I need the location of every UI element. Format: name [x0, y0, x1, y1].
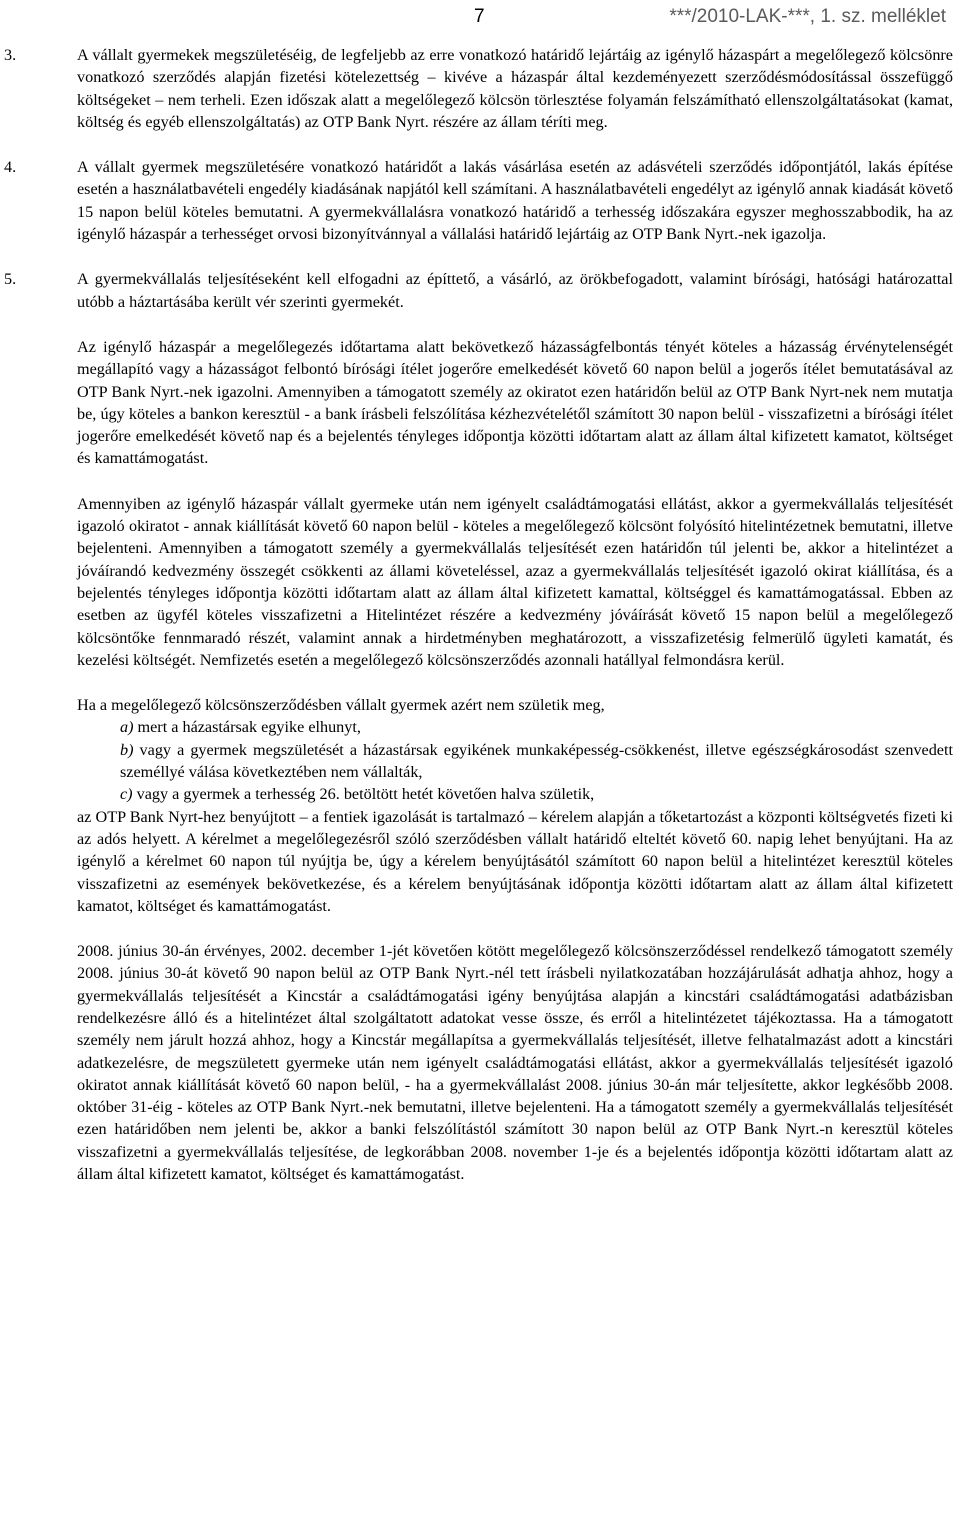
list-item-text: mert a házastársak egyike elhunyt,	[137, 718, 361, 737]
paragraph-text: Az igénylő házaspár a megelőlegezés időtartama alatt bekövetkező házasságfelbontás tényét köteles a házasság érvénytelenségét megállapító vagy a házasságot felbontó bírósági ítélet jogerőre emelkedését követő 60 napon belül a jogerős ítélet bemutatásával az OTP Bank Nyrt.-nek igazolni. Amennyiben a támogatott személy az okiratot ezen határidőn belül az OTP Bank Nyrt-nek nem mutatja be, úgy köteles a bankon keresztül - a bank írásbeli felszólítása kézhezvételétől számított 30 napon belül - visszafizetni a bírósági ítélet jogerőre emelkedését követő nap és a bejelentés tényleges időpontja közötti időtartam alatt az állam által kifizetett kamatot, költséget és kamattámogatást.	[77, 337, 953, 468]
list-marker: c)	[120, 785, 133, 804]
condition-list	[120, 716, 953, 805]
paragraph-divorce	[77, 336, 953, 470]
section-4	[4, 156, 953, 245]
paragraph-family-support	[77, 493, 953, 671]
page-header	[0, 6, 960, 30]
list-item	[120, 783, 953, 805]
document-body	[0, 44, 960, 1185]
paragraph-not-born-rest	[77, 806, 953, 917]
paragraph-text: 2008. június 30-án érvényes, 2002. december 1-jét követően kötött megelőlegező kölcsönszerződéssel rendelkező támogatott személy 2008. június 30-át követő 90 napon belül az OTP Bank Nyrt.-nél tett írásbeli nyilatkozatában hozzájárulását adhatja ahhoz, hogy a gyermekvállalás teljesítését a Kincstár a családtámogatási igény benyújtása alapján a kincstári családtámogatási adatbázisban rendelkezésre álló és a hitelintézet által szolgáltatott adatokat vesse össze, és erről a hitelintézetet tájékoztassa. Ha a támogatott személy nem járult hozzá ahhoz, hogy a Kincstár megállapítsa a gyermekvállalás teljesítését, illetve felhatalmazást adott a kincstári adatkezelésre, de megszületett gyermeke után nem igényelt családtámogatási ellátást, akkor a gyermekvállalás teljesítését igazoló okiratot annak kiállítását követő 60 napon belül, - ha a gyermekvállalást 2008. június 30-án már teljesítette, akkor legkésőbb 2008. október 31-éig - köteles az OTP Bank Nyrt.-nek bemutatni, illetve bejelenteni. Ha a támogatott személy a gyermekvállalás teljesítését ezen határidőben nem jelenti be, akkor a banki felszólítástól számított 30 napon belül az OTP Bank Nyrt.-n keresztül köteles visszafizetni a gyermekvállalás teljesítése, de legkorábban 2008. november 1-je és a bejelentés időpontja közötti időtartam alatt az állam által kifizetett kamatot, költséget és kamattámogatást.	[77, 942, 953, 1184]
section-text: A vállalt gyermekek megszületéséig, de legfeljebb az erre vonatkozó határidő lejártáig az igénylő házaspárt a megelőlegező kölcsönre vonatkozó szerződés alapján fizetési kötelezettség – kivéve a házaspár által kezdeményezett szerződésmódosítással összefüggő költségeket – nem terheli. Ezen időszak alatt a megelőlegező kölcsön törlesztése folyamán felszámítható ellenszolgáltatásokat (kamat, költség és egyéb ellenszolgáltatás) az OTP Bank Nyrt. részére az állam téríti meg.	[77, 46, 953, 131]
paragraph-text: Amennyiben az igénylő házaspár vállalt gyermeke után nem igényelt családtámogatási ellátást, akkor a gyermekvállalás teljesítését igazoló okiratot - annak kiállítását követő 60 napon belül - köteles a megelőlegező kölcsönt folyósító hitelintézetnek bemutatni, illetve bejelenteni. Amennyiben a támogatott személy a gyermekvállalás teljesítését ezen határidőn túl jelenti be, akkor a hitelintézet a jóváírandó kedvezmény összegét csökkenti az állami követeléssel, azaz a gyermekvállalás teljesítését igazoló okirat kiállítása, és a bejelentés tényleges időpontja közötti időtartam alatt az állam által kifizetett kamattal, költséggel és kamattámogatással. Ebben az esetben az ügyfél köteles visszafizetni a Hitelintézet részére a kedvezmény jóváírását követő 15 napon belül a megelőlegező kölcsöntőke fennmaradó részét, valamint annak a hirdetményben meghatározott, a visszafizetésig felmerülő ügyleti kamatát, és kezelési költségét. Nemfizetés esetén a megelőlegező kölcsönszerződés azonnali hatállyal felmondásra kerül.	[77, 494, 953, 669]
list-marker: a)	[120, 718, 134, 737]
paragraph-intro: Ha a megelőlegező kölcsönszerződésben vállalt gyermek azért nem születik meg,	[77, 696, 605, 715]
list-item-text: vagy a gyermek megszületését a házastársak egyikének munkaképesség-csökkenést, illetve egészségkárosodást szenvedett személlyé válása következtében nem vállalták,	[120, 740, 953, 782]
section-number: 5.	[4, 270, 17, 289]
section-number: 4.	[4, 158, 17, 177]
list-item	[120, 716, 953, 738]
section-3	[4, 44, 953, 133]
section-number: 3.	[4, 46, 17, 64]
section-text: A vállalt gyermek megszületésére vonatkozó határidőt a lakás vásárlása esetén az adásvételi szerződés időpontjától, lakás építése esetén a használatbavételi engedély kiadásának napjától kell számítani. A használatbavételi engedélyt az igénylő annak kiadását követő 15 napon belül köteles bemutatni. A gyermekvállalásra vonatkozó határidő a terhesség időszakára egyszer meghosszabbodik, ha az igénylő házaspár a terhességet orvosi bizonyítvánnyal a vállalási határidő lejártáig az OTP Bank Nyrt.-nek igazolja.	[77, 158, 953, 244]
section-5	[4, 268, 953, 313]
paragraph-text: az OTP Bank Nyrt-hez benyújtott – a fentiek igazolását is tartalmazó – kérelem alapján a tőketartozást a központi költségvetés fizeti ki az adós helyett. A kérelmet a megelőlegezésről szóló szerződésben vállalt határidő elteltét követő 60. napig lehet benyújtani. Ha az igénylő a kérelmet 60 napon túl nyújtja be, úgy a kérelem benyújtásától számított 60 napon belül a hitelintézet keresztül köteles visszafizetni az események bekövetkezése, és a kérelem benyújtásának időpontja közötti időtartam alatt az állam által kifizetett kamatot, költséget és kamattámogatást.	[77, 807, 953, 915]
page-number: 7	[474, 6, 485, 27]
section-text: A gyermekvállalás teljesítéseként kell elfogadni az építtető, a vásárló, az örökbefogadott, valamint bírósági, hatósági határozattal utóbb a háztartásába került vér szerinti gyermekét.	[77, 270, 953, 311]
list-marker: b)	[120, 740, 134, 759]
paragraph-not-born	[77, 694, 953, 716]
paragraph-2008-contract	[77, 940, 953, 1185]
document-reference: ***/2010-LAK-***, 1. sz. melléklet	[669, 6, 946, 27]
list-item	[120, 739, 953, 784]
list-item-text: vagy a gyermek a terhesség 26. betöltött hetét követően halva születik,	[136, 785, 595, 804]
